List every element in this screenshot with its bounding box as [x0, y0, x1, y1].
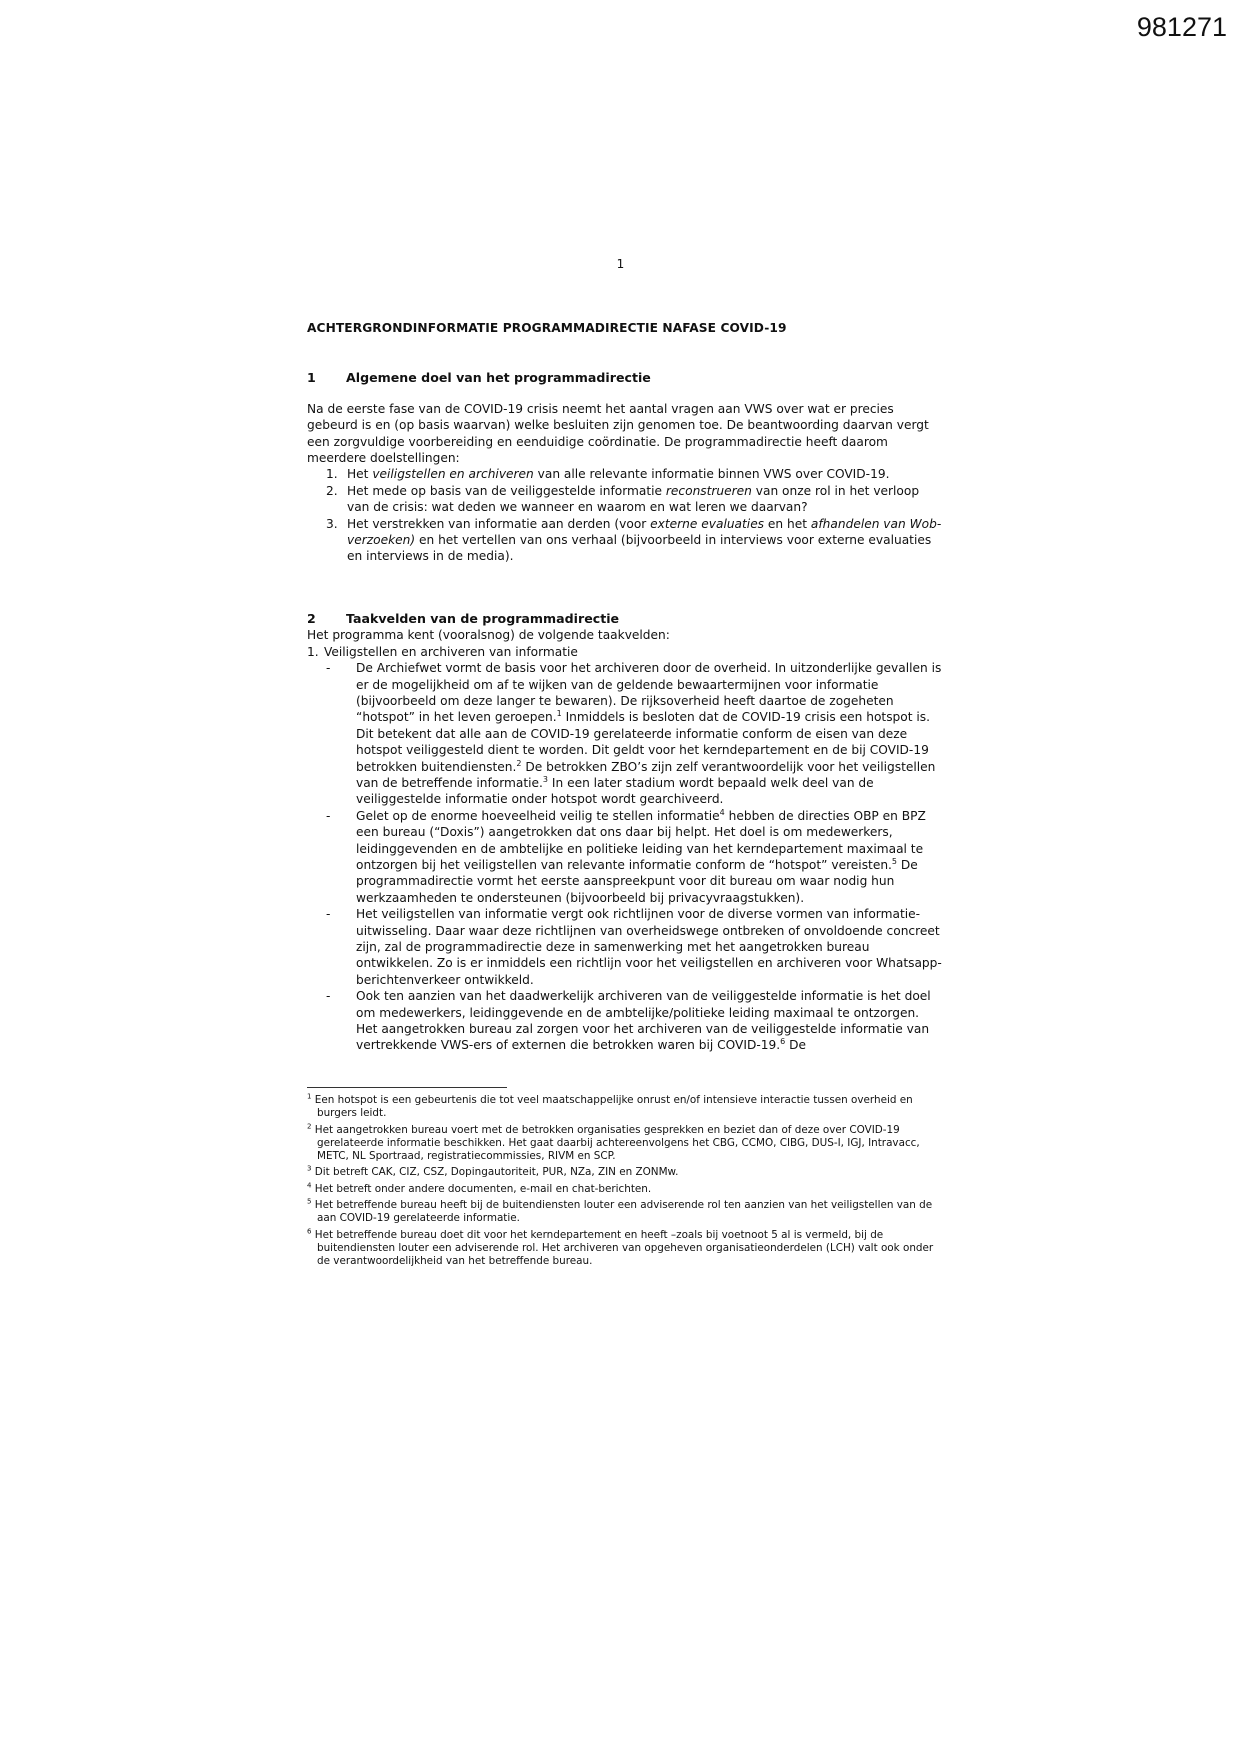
- footnote-number: 4: [307, 1181, 312, 1190]
- footnote-text: Het betreffende bureau doet dit voor het kerndepartement en heeft –zoals bij voetnoot 5 al is vermeld, bij de buitendiensten louter een adviserende rol. Het archiveren van opgeheven organisatieonderdelen (LCH) valt ook onder de verantwoordelijkheid van het betreffende bureau.: [314, 1228, 934, 1268]
- document-id: 981271: [1136, 12, 1227, 42]
- goal-text: [347, 516, 943, 565]
- footnote-text: Het aangetrokken bureau voert met de betrokken organisaties gesprekken en beziet dan of deze over COVID-19 gerelateerde informatie beschikken. Het gaat daarbij achtereenvolgens het CBG, CCMO, CIBG, DUS-I, IGJ, Intravacc, METC, NL Sportraad, registratiecommissies, RIVM en SCP.: [314, 1123, 920, 1163]
- goal-number: 2.: [326, 483, 338, 498]
- footnote-separator: [307, 1087, 507, 1088]
- section-1-number: 1: [307, 370, 316, 386]
- goal-emphasis: afhandelen van Wob-verzoeken): [347, 516, 942, 548]
- goal-text-part: van onze rol in het verloop van de crisis: wat deden we wanneer en waarom en wat leren we daarvan?: [347, 483, 920, 515]
- task-label: Veiligstellen en archiveren van informatie: [324, 644, 578, 659]
- footnote-body: [307, 1229, 943, 1269]
- footnote-ref: 6: [780, 1037, 786, 1047]
- section-1-title: Algemene doel van het programmadirectie: [346, 370, 651, 386]
- bullet-text: [356, 988, 943, 1054]
- goal-text: [347, 466, 889, 482]
- footnote-body: [307, 1183, 943, 1196]
- bullet-text-part: De Archiefwet vormt de basis voor het archiveren door de overheid. In uitzonderlijke gevallen is er de mogelijkheid om af te wijken van de geldende bewaartermijnen voor informatie (bijvoorbeeld om deze langer te bewaren). De rijksoverheid heeft daartoe de zogeheten “hotspot” in het leven geroepen.: [356, 661, 942, 725]
- page-number: 1: [616, 257, 625, 271]
- footnote-text: Dit betreft CAK, CIZ, CSZ, Dopingautoriteit, PUR, NZa, ZIN en ZONMw.: [314, 1166, 679, 1179]
- bullet-item: [307, 808, 943, 906]
- footnote-text: Het betreffende bureau heeft bij de buitendiensten louter een adviserende rol ten aanzien van het veiligstellen van de aan COVID-19 gerelateerde informatie.: [314, 1199, 933, 1225]
- goal-text-part: van alle relevante informatie binnen VWS over COVID-19.: [533, 467, 890, 482]
- bullet-item: [307, 988, 943, 1054]
- footnote-ref: 3: [542, 774, 548, 784]
- bullet-text-part: Ook ten aanzien van het daadwerkelijk archiveren van de veiliggestelde informatie is het doel om medewerkers, leidinggevende en de ambtelijke/politieke leiding maximaal te ontzorgen. Het aangetrokken bureau zal zorgen voor het archiveren van de veiliggestelde informatie van vertrekkende VWS-ers of externen die betrokken waren bij COVID-19.: [356, 989, 931, 1053]
- goal-item: [307, 466, 943, 482]
- section-1-intro: Na de eerste fase van de COVID-19 crisis neemt het aantal vragen aan VWS over wat er precies gebeurd is en (op basis waarvan) welke besluiten zijn genomen toe. De beantwoording daarvan vergt een zorgvuldige voorbereiding en eenduidige coördinatie. De programmadirectie heeft daarom meerdere doelstellingen:: [307, 401, 929, 466]
- bullet-text-part: Gelet op de enorme hoeveelheid veilig te stellen informatie: [356, 808, 720, 823]
- bullet-item: [307, 906, 943, 988]
- task-1-title: [307, 644, 943, 660]
- goal-item: [307, 516, 943, 565]
- footnote-ref: 1: [556, 709, 562, 719]
- bullet-text: Het veiligstellen van informatie vergt ook richtlijnen voor de diverse vormen van informatie-uitwisseling. Daar waar deze richtlijnen van overheidswege ontbreken of onvoldoende concreet zijn, zal de programmadirectie deze in samenwerking met het aangetrokken bureau ontwikkelen. Zo is er inmiddels een richtlijn voor het veiligstellen en archiveren voor Whatsapp-berichtenverkeer ontwikkeld.: [356, 907, 942, 987]
- bullet-text-part: Inmiddels is besloten dat de COVID-19 crisis een hotspot is. Dit betekent dat alle aan de COVID-19 gerelateerde informatie conform de eisen van deze hotspot veiliggesteld dient te worden. Dit geldt voor het kerndepartement en de bij COVID-19 betrokken buitendiensten.: [356, 710, 931, 774]
- bullet-text: [356, 660, 943, 808]
- document-title: ACHTERGRONDINFORMATIE PROGRAMMADIRECTIE NAFASE COVID-19: [307, 321, 787, 335]
- goal-number: 1.: [326, 467, 338, 482]
- goal-text: [347, 483, 943, 516]
- footnote-ref: 4: [719, 807, 725, 817]
- section-1-heading: [307, 370, 943, 386]
- goal-number: 3.: [326, 516, 338, 531]
- goal-emphasis: externe evaluaties: [650, 516, 765, 531]
- footnote-body: [307, 1199, 943, 1226]
- bullet-text-part: De: [785, 1038, 807, 1053]
- bullet-text-part: In een later stadium wordt bepaald welk deel van de veiliggestelde informatie onder hotspot wordt gearchiveerd.: [356, 775, 874, 807]
- bullet-text-part: De betrokken ZBO’s zijn zelf verantwoordelijk voor het veiligstellen van de betreffende informatie.: [356, 759, 936, 790]
- footnote: [307, 1124, 943, 1164]
- goals-list: [307, 466, 943, 564]
- bullet-text-part: hebben de directies OBP en BPZ een bureau (“Doxis”) aangetrokken dat ons daar bij helpt. Het doel is om medewerkers, leidinggevenden en de ambtelijke en politieke leiding van het kerndepartement maximaal te ontzorgen bij het veiligstellen van relevante informatie conform de “hotspot” vereisten.: [356, 808, 926, 872]
- footnote-ref: 2: [516, 758, 522, 768]
- dash-marker: -: [326, 989, 331, 1004]
- footnote: [307, 1094, 943, 1121]
- task-number: 1.: [307, 644, 319, 659]
- goal-emphasis: reconstrueren: [665, 483, 752, 498]
- dash-marker: -: [326, 808, 331, 823]
- footnotes: [307, 1094, 943, 1272]
- footnote: [307, 1183, 943, 1196]
- bullet-text: [356, 808, 943, 906]
- section-2-intro: Het programma kent (vooralsnog) de volgende taakvelden:: [307, 628, 670, 643]
- dash-marker: -: [326, 907, 331, 922]
- footnote: [307, 1199, 943, 1226]
- section-2-number: 2: [307, 610, 316, 626]
- footnote-text: Het betreft onder andere documenten, e-mail en chat-berichten.: [314, 1182, 652, 1195]
- footnote-body: [307, 1124, 943, 1164]
- footnote-number: 2: [307, 1122, 312, 1131]
- footnote-body: [307, 1166, 943, 1179]
- section-2-title: Taakvelden van de programmadirectie: [346, 610, 620, 626]
- footnote-ref: 5: [891, 856, 898, 866]
- goal-item: [307, 483, 943, 516]
- footnote-number: 1: [307, 1092, 312, 1101]
- footnote-number: 6: [307, 1227, 312, 1236]
- footnote-text: Een hotspot is een gebeurtenis die tot veel maatschappelijke onrust en/of intensieve interactie tussen overheid en burgers leidt.: [314, 1094, 913, 1120]
- footnote: [307, 1166, 943, 1179]
- footnote-number: 3: [307, 1165, 312, 1174]
- footnote-number: 5: [307, 1197, 312, 1206]
- goal-text-part: Het: [347, 467, 373, 482]
- goal-text-part: Het mede op basis van de veiliggestelde informatie: [347, 483, 666, 498]
- goal-text-part: en het vertellen van ons verhaal (bijvoorbeeld in interviews voor externe evaluaties en interviews in de media).: [347, 533, 932, 564]
- bullet-item: [307, 660, 943, 808]
- task-1-bullets: [307, 660, 943, 1054]
- dash-marker: -: [326, 661, 331, 676]
- goal-text-part: en het: [764, 516, 811, 531]
- footnote-body: [307, 1094, 943, 1121]
- goal-text-part: Het verstrekken van informatie aan derden (voor: [347, 516, 651, 531]
- footnote: [307, 1229, 943, 1269]
- document-body: [307, 320, 943, 1054]
- bullet-text-part: De programmadirectie vormt het eerste aanspreekpunt voor dit bureau om waar nodig hun werkzaamheden te ondersteunen (bijvoorbeeld bij privacyvraagstukken).: [356, 857, 918, 905]
- goal-emphasis: veiligstellen en archiveren: [372, 467, 534, 482]
- section-2-heading: [307, 611, 943, 627]
- tasks-list: [307, 644, 943, 1054]
